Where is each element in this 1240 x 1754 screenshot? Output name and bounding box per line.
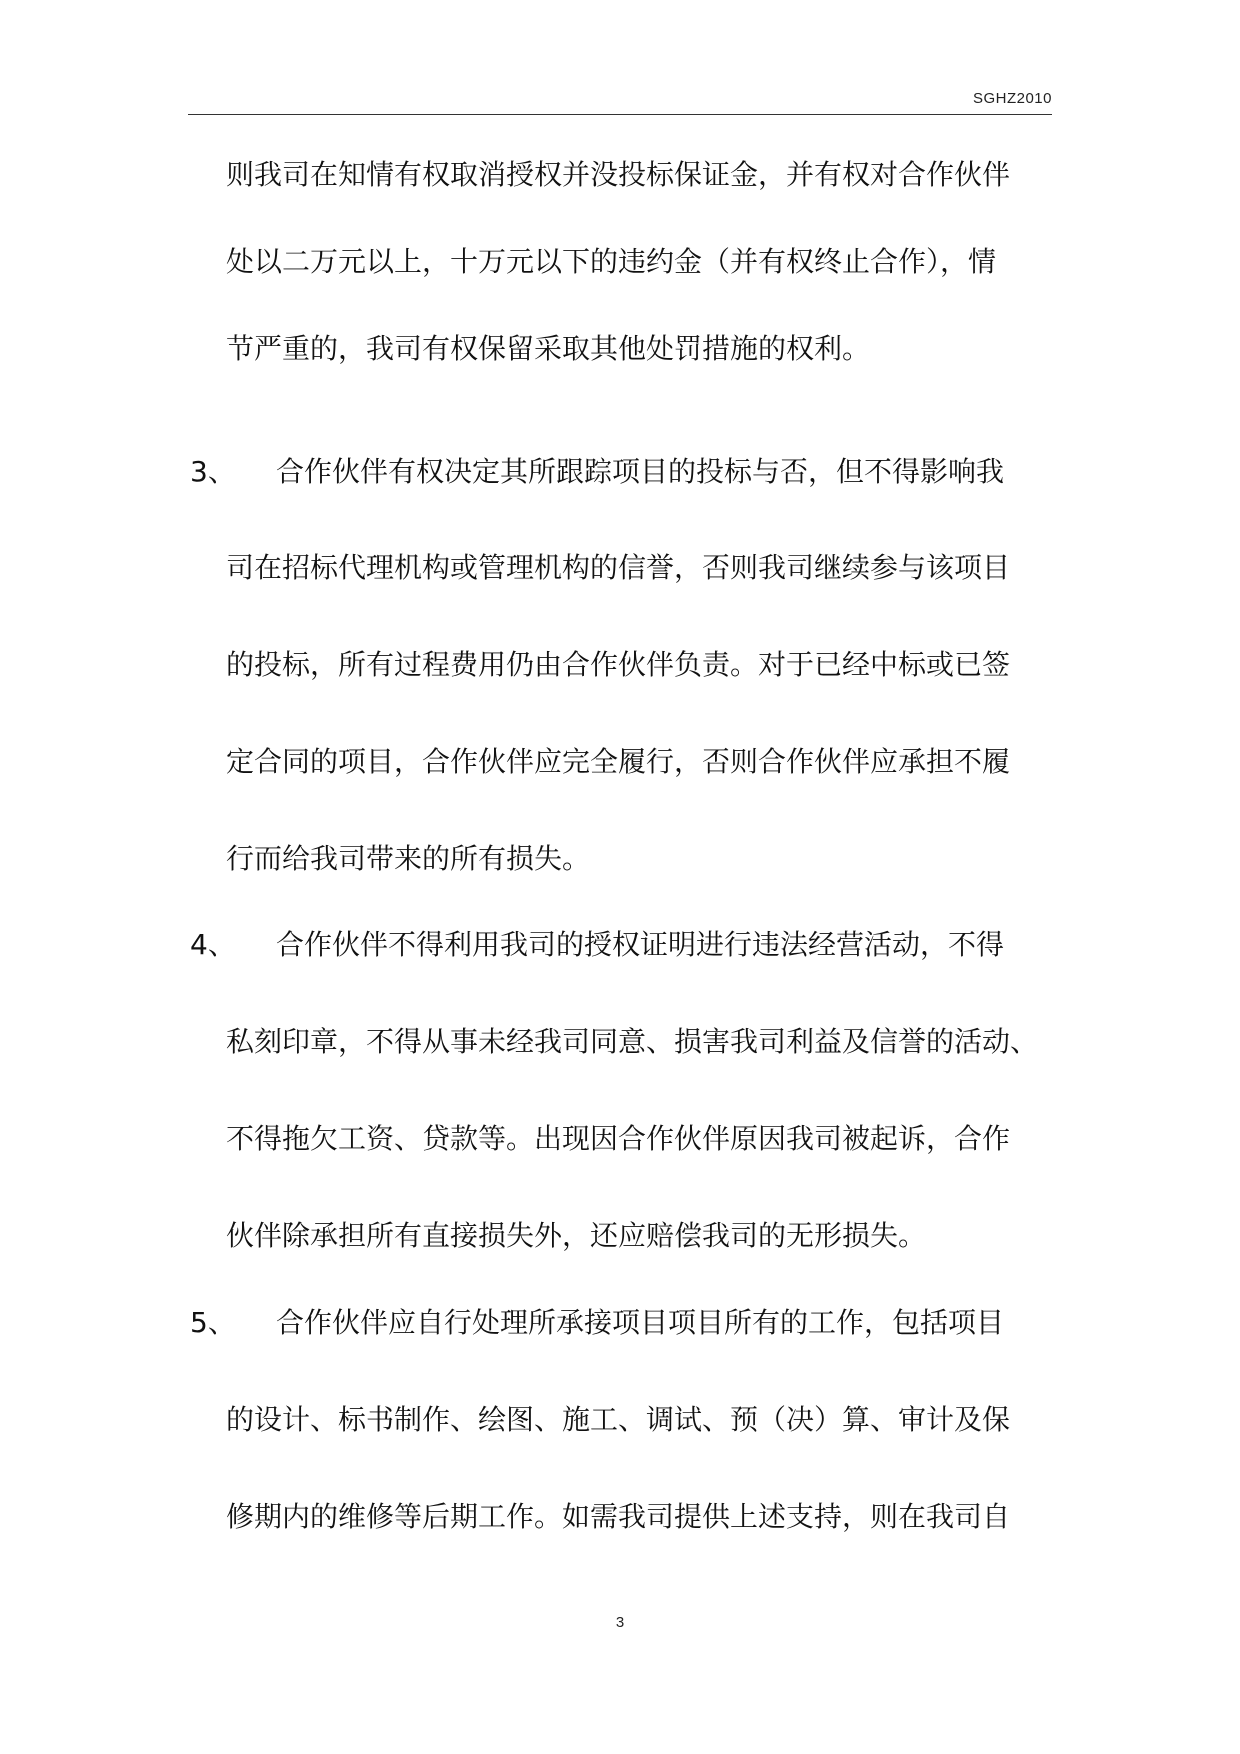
- paragraph-line: 的投标，所有过程费用仍由合作伙伴负责。对于已经中标或已签: [226, 648, 1011, 681]
- list-item-first-line: 合作伙伴应自行处理所承接项目项目所有的工作，包括项目: [276, 1306, 1005, 1339]
- page-number: 3: [615, 1614, 625, 1631]
- paragraph-line: 的设计、标书制作、绘图、施工、调试、预（决）算、审计及保: [226, 1403, 1011, 1436]
- paragraph-line: 节严重的，我司有权保留采取其他处罚措施的权利。: [226, 332, 871, 365]
- paragraph-line: 处以二万元以上，十万元以下的违约金（并有权终止合作），情: [226, 245, 997, 278]
- list-item-number: 3、: [190, 455, 236, 488]
- paragraph-line: 修期内的维修等后期工作。如需我司提供上述支持，则在我司自: [226, 1500, 1011, 1533]
- paragraph-line: 伙伴除承担所有直接损失外，还应赔偿我司的无形损失。: [226, 1219, 927, 1252]
- header-document-code: SGHZ2010: [972, 90, 1052, 107]
- list-item-number: 4、: [190, 928, 236, 961]
- paragraph-line: 司在招标代理机构或管理机构的信誉，否则我司继续参与该项目: [226, 551, 1011, 584]
- list-item-first-line: 合作伙伴有权决定其所跟踪项目的投标与否，但不得影响我: [276, 455, 1005, 488]
- list-item-number: 5、: [190, 1306, 236, 1339]
- paragraph-line: 则我司在知情有权取消授权并没投标保证金，并有权对合作伙伴: [226, 158, 1011, 191]
- paragraph-line: 不得拖欠工资、贷款等。出现因合作伙伴原因我司被起诉，合作: [226, 1122, 1011, 1155]
- list-item-first-line: 合作伙伴不得利用我司的授权证明进行违法经营活动，不得: [276, 928, 1005, 961]
- paragraph-line: 行而给我司带来的所有损失。: [226, 842, 591, 875]
- paragraph-line: 私刻印章，不得从事未经我司同意、损害我司利益及信誉的活动、: [226, 1025, 1039, 1058]
- paragraph-line: 定合同的项目，合作伙伴应完全履行，否则合作伙伴应承担不履: [226, 745, 1011, 778]
